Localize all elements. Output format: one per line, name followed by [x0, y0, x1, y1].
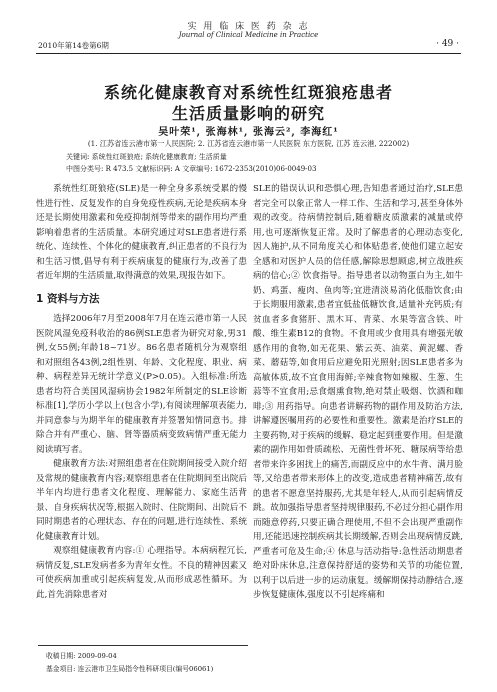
- footnote-rule: [38, 645, 248, 646]
- section-heading: 1 资料与方法: [36, 292, 100, 305]
- fund-info: 基金项目: 连云港市卫生局指令性科研项目(编号06061): [46, 665, 214, 673]
- journal-name-en: Journal of Clinical Medicine in Practice: [178, 31, 319, 39]
- header-rule: [36, 53, 461, 54]
- paragraph: SLE的错误认识和恐惧心理,告知患者通过治疗,SLE患者完全可以象正常人一样工作、生活和学习,甚至身体外观的改变。待病情控制后,随着糖皮质激素的减量或停用,也可逐渐恢复正常。及时了解患者的心理动态变化,因人施护,从不同角度关心和体贴患者,使他们建立起安全感和对医护人员的信任感,解除思想顾虑,树立战胜疾病的信心;② 饮食指导。指导患者以动物蛋白为主,如牛奶、鸡蛋、瘦肉、鱼肉等;宜进清淡易消化低脂饮食;由于长期服用激素,患者宜低盐低糖饮食,适量补充钙质;有贫血者多食猪肝、黑木耳、青菜、水果等富含铁、叶酸、维生素B12的食物。不食用或少食用具有增强光敏感作用的食物,如无花果、紫云英、油菜、黄泥螺、香菜、蘑菇等,如食用后应避免阳光照射;因SLE患者多为高敏体质,故不宜食用海鲜;辛辣食物如辣椒、生葱、生蒜等不宜食用;忌食烟熏食物,绝对禁止吸烟、饮酒和咖啡;③ 用药指导。向患者讲解药物的副作用及防治方法,讲解遵医嘱用药的必要性和重要性。激素是治疗SLE的主要药物,对于疾病的缓解、稳定起到重要作用。但是激素的副作用如骨质疏松、无菌性骨坏死、糖尿病等给患者带来许多困扰上的痛苦,而副反应中的水牛背、满月脸等,又给患者带来形体上的改变,造成患者精神痛苦,故有的患者不愿意坚持服药,尤其是年轻人,从而引起病情反跳。故加强指导患者坚持规律服药,不必过分担心副作用而随意停药,只要正确合理使用,不但不会出现严重副作用,还能迅速控制疾病其长期缓解,否则会出现病情反跳,严重者可危及生命;④ 休息与活动指导:急性活动期患者绝对卧床休息,注意保持舒适的姿势和关节的功能位置,以利于以后进一步的运动康复。缓解期保持动静结合,逐步恢复健康体,强度以不引起疼痛和: [253, 184, 463, 600]
- authors: 吴叶荣¹, 张海林¹, 张海云², 李海红¹: [158, 127, 339, 138]
- title-line-2: 生活质量影响的研究: [171, 104, 325, 123]
- right-column: [253, 182, 463, 603]
- classification: 中图分类号: R 473.5 文献标识码: A 文章编号: 1672-2353(2010)06-0049-03: [66, 165, 317, 173]
- affiliation: (1. 江苏省连云港市第一人民医院; 2. 江苏省连云港市第一人民医院 东方医院, 江苏 连云港, 222002): [87, 139, 410, 148]
- page-number: · 49 ·: [436, 39, 459, 49]
- left-column: [36, 182, 247, 602]
- journal-name-cn: 实 用 临 床 医 药 杂 志: [187, 22, 310, 32]
- title-line-1: 系统化健康教育对系统性红斑狼疮患者: [103, 83, 393, 102]
- issue-info: 2010年第14卷第6期: [38, 41, 109, 50]
- paragraph: 健康教育方法:对照组患者在住院期间接受入院介绍及常规的健康教育内容;观察组患者在住院期间至出院后半年内均进行患者文化程度、理解能力、家庭生活背景、自身疾病状况等,根据入院时、住院期间、出院后不同时期患者的心理状态、存在的问题,进行连续性、系统化健康教育计划。: [36, 459, 247, 542]
- paragraph: 观察组健康教育内容:① 心理指导。本病病程冗长,病情反复,SLE发病者多为青年女性。不良的精神因素又可使疾病加重或引起疾病复发,从而形成恶性循环。为此,首先消除患者对: [36, 546, 247, 600]
- keywords: 关键词: 系统性红斑狼疮; 系统化健康教育; 生活质量: [66, 153, 227, 161]
- received-date: 收稿日期: 2009-09-04: [46, 652, 117, 660]
- intro-paragraph: 系统性红斑狼疮(SLE)是一种全身多系统受累的慢性进行性、反复发作的自身免疫性疾病,无论是疾病本身还是长期使用激素和免疫抑制剂等带来的副作用均严重影响着患者的生活质量。本研究通过对SLE患者进行系统化、连续性、个体化的健康教育,纠正患者的不良行为和生活习惯,倡导有利于疾病康复的健康行为,改善了患者近年期的生活质量,取得满意的效果,现报告如下。: [36, 184, 247, 281]
- paragraph: 选择2006年7月至2008年7月在连云港市第一人民医院风湿免疫科收治的86例SLE患者为研究对象,男31例,女55例;年龄18~71岁。86名患者随机分为观察组和对照组各43例,2组性别、年龄、文化程度、职业、病种、病程差异无统计学意义(P>0.05)。入组标准:所选患者均符合美国风湿病协会1982年所制定的SLE诊断标准[1],学历小学以上(包含小学),有阅读理解项表能力,并同意参与为期半年的健康教育并签署知情同意书。排除合并有严重心、脑、肾等器质病变致病情严重无能力阅读填写者。: [36, 314, 247, 455]
